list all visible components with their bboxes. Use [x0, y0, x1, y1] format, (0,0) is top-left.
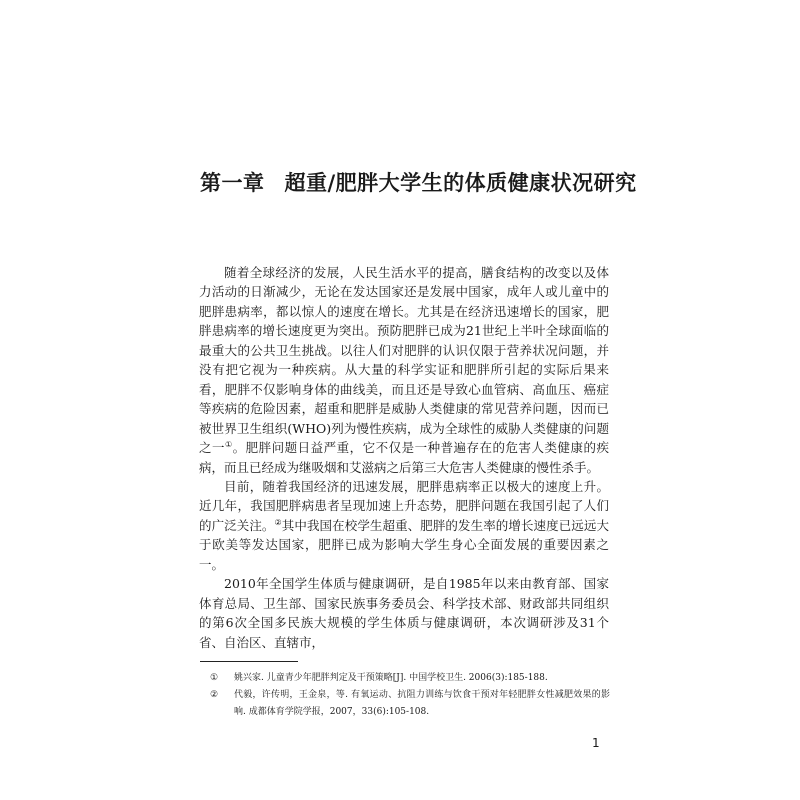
- footnotes: [210, 670, 610, 721]
- paragraph-text-continued: 其中我国在校学生超重、肥胖的发生率的增长速度已远远大于欧美等发达国家，肥胖已成为影响大学生身心全面发展的重要因素之一。: [199, 517, 609, 572]
- footnote-text: 代毅，许传明，王金泉，等. 有氧运动、抗阻力训练与饮食干预对年轻肥胖女性减肥效果的影响. 成都体育学院学报，2007，33(6):105-108.: [234, 690, 610, 717]
- paragraph-text-continued: 。肥胖问题日益严重，它不仅是一种普遍存在的危害人类健康的疾病，而且已经成为继吸烟和艾滋病之后第三大危害人类健康的慢性杀手。: [199, 440, 609, 475]
- paragraph: [199, 574, 609, 652]
- footnote-ref: ②: [274, 517, 282, 527]
- page-number: 1: [592, 736, 600, 750]
- chapter-label: 第一章: [200, 170, 265, 195]
- footnote-divider: [200, 661, 298, 662]
- footnote-ref: ①: [225, 439, 233, 449]
- footnote: [210, 670, 610, 687]
- footnote-mark: ①: [210, 673, 219, 683]
- paragraph: [199, 477, 609, 574]
- paragraph-text: 2010年全国学生体质与健康调研，是自1985年以来由教育部、国家体育总局、卫生部、国家民族事务委员会、科学技术部、财政部共同组织的第6次全国多民族大规模的学生体质与健康调研，本次调研涉及31个省、自治区、直辖市，: [199, 576, 609, 650]
- footnote-text: 姚兴家. 儿童青少年肥胖判定及干预策略[J]. 中国学校卫生. 2006(3):185-188.: [234, 673, 548, 683]
- footnote-mark: ②: [210, 690, 219, 700]
- chapter-title-text: 超重/肥胖大学生的体质健康状况研究: [284, 170, 637, 195]
- body-text: [199, 263, 609, 652]
- paragraph-text: 随着全球经济的发展，人民生活水平的提高，膳食结构的改变以及体力活动的日渐减少，无论在发达国家还是发展中国家，成年人或儿童中的肥胖患病率，都以惊人的速度在增长。尤其是在经济迅速增长的国家，肥胖患病率的增长速度更为突出。预防肥胖已成为21世纪上半叶全球面临的最重大的公共卫生挑战。以往人们对肥胖的认识仅限于营养状况问题，并没有把它视为一种疾病。从大量的科学实证和肥胖所引起的实际后果来看，肥胖不仅影响身体的曲线美，而且还是导致心血管病、高血压、癌症等疾病的危险因素，超重和肥胖是威胁人类健康的常见营养问题，因而已被世界卫生组织(WHO)列为慢性疾病，成为全球性的威胁人类健康的问题之一: [199, 265, 609, 456]
- chapter-title: [200, 168, 637, 198]
- paragraph: [199, 263, 609, 477]
- footnote: [210, 687, 610, 721]
- paragraph-text: 目前，随着我国经济的迅速发展，肥胖患病率正以极大的速度上升。近几年，我国肥胖病患者呈现加速上升态势，肥胖问题在我国引起了人们的广泛关注。: [199, 478, 609, 533]
